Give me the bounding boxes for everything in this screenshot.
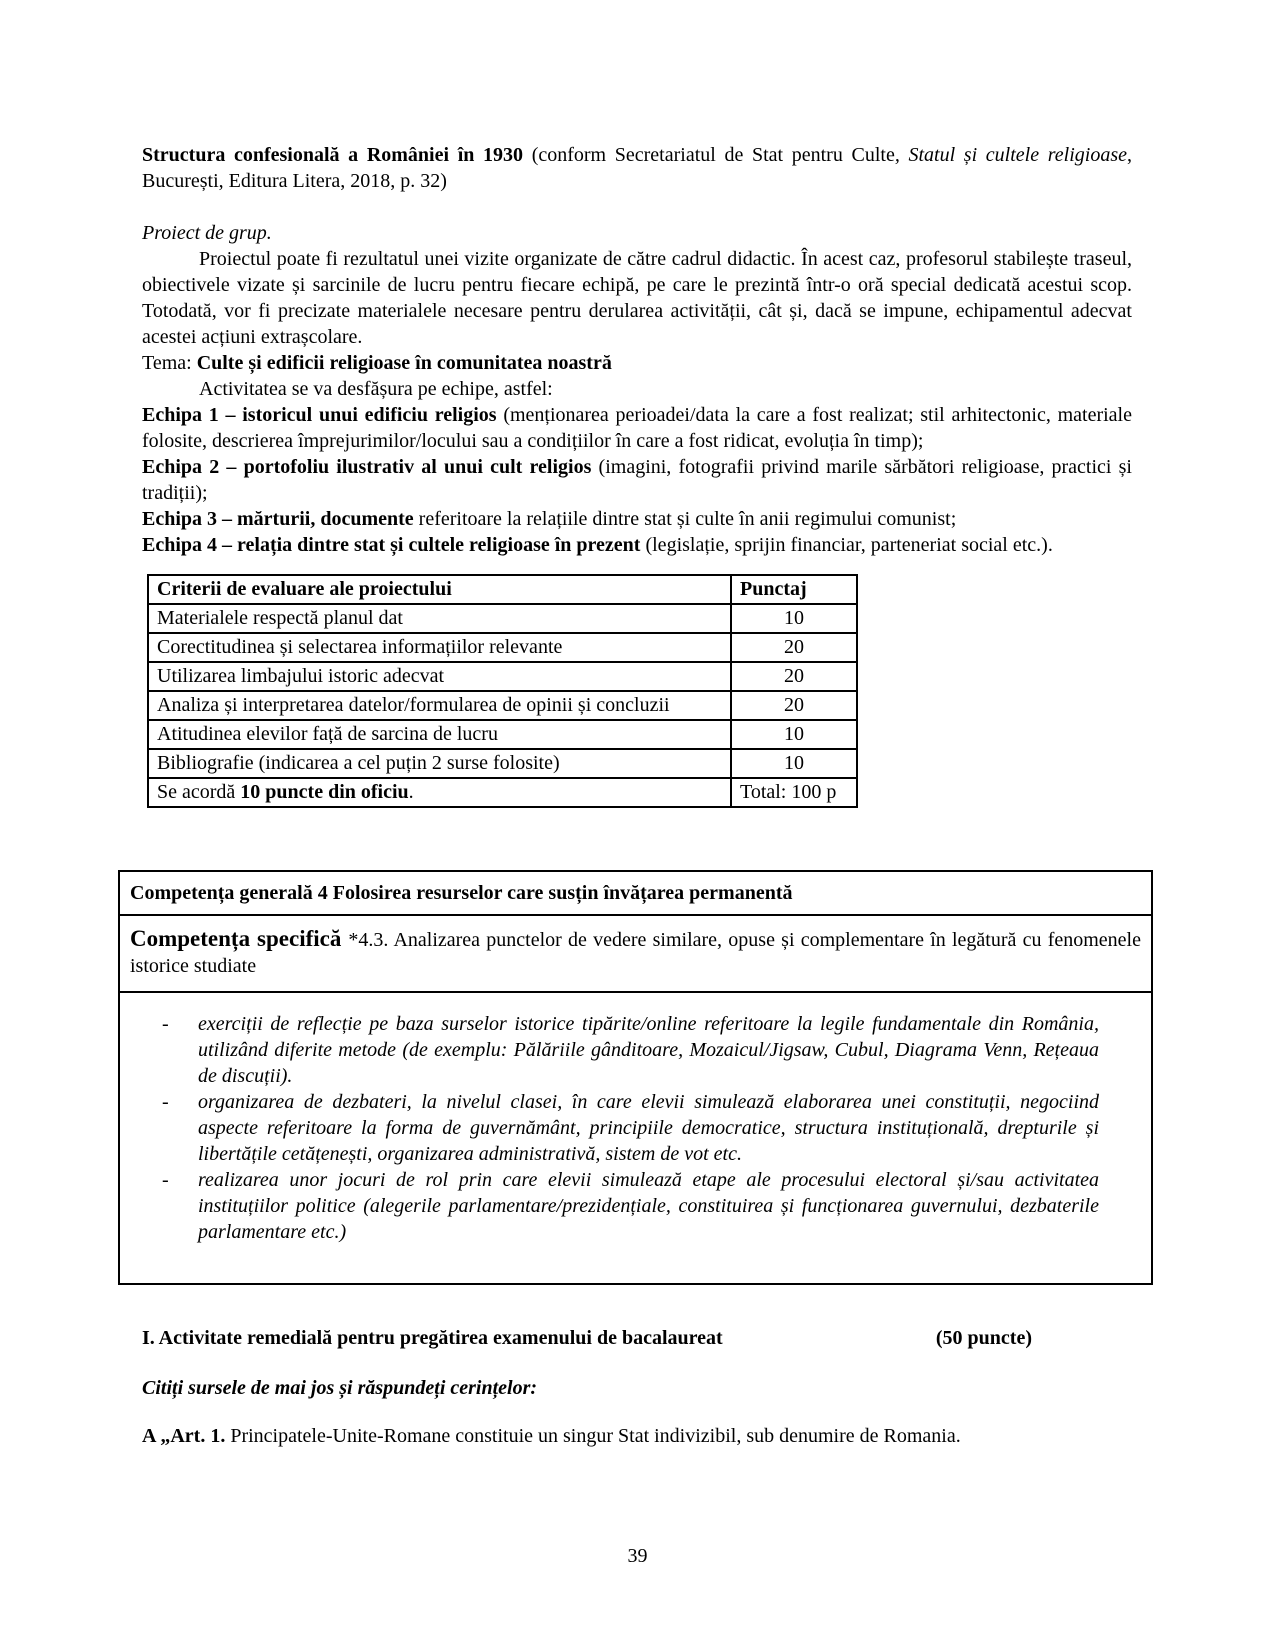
source-reference-paragraph (142, 142, 1132, 194)
list-item-marker: - (162, 1169, 169, 1191)
team-2-title: Echipa 2 – portofoliu ilustrativ al unui cult religios (142, 456, 599, 478)
source-reference-title: Structura confesională a României în 1930 (142, 144, 532, 166)
team-4-paragraph (142, 532, 1132, 558)
specific-competence-text: *4.3. Analizarea punctelor de vedere similare, opuse și complementare în legătură cu fenomenele istorice studiate (130, 929, 1141, 977)
section-title-row (142, 1325, 1132, 1351)
team-1-paragraph (142, 402, 1132, 454)
list-item-text: realizarea unor jocuri de rol prin care elevii simulează etape ale procesului electoral și/sau activitatea instituțiilor politice (alegerile parlamentare/prezidențiale, constituirea și funcționarea guvernului, dezbaterile parlamentare etc.) (198, 1169, 1099, 1243)
footer-criteria-cell (148, 778, 731, 807)
footer-total-cell: Total: 100 p (731, 778, 857, 807)
project-description: Proiectul poate fi rezultatul unei vizite organizate de către cadrul didactic. În acest caz, profesorul stabilește traseul, obiectivele vizate și sarcinile de lucru pentru fiecare echipă, pe care le prezintă într-o oră special dedicată acestui scop. Totodată, vor fi precizate materialele necesare pentru derularea activității, cât și, dacă se impune, echipamentul adecvat acestei acțiuni extrașcolare. (142, 248, 1132, 348)
source-reference-italic: , Statul și cultele religioase (894, 144, 1127, 166)
source-a-paragraph (142, 1423, 1132, 1449)
table-row (148, 749, 857, 778)
table-row (148, 662, 857, 691)
team-2-detail: (imagini, fotografii privind marile sărbători religioase, practici și tradiții); (142, 456, 1132, 504)
criteria-cell: Materialele respectă planul dat (148, 604, 731, 633)
points-cell: 20 (731, 691, 857, 720)
section-points: (50 puncte) (935, 1327, 1032, 1349)
project-heading (142, 220, 1132, 246)
tema-line (142, 350, 1132, 376)
specific-competence-paragraph (120, 916, 1151, 993)
criteria-cell: Analiza și interpretarea datelor/formularea de opinii și concluzii (148, 691, 731, 720)
points-cell: 10 (731, 604, 857, 633)
team-3-title: Echipa 3 – mărturii, documente (142, 508, 419, 530)
team-3-detail: referitoare la relațiile dintre stat și culte în anii regimului comunist; (418, 508, 957, 530)
project-heading-text: Proiect de grup. (142, 222, 272, 244)
activity-line: Activitatea se va desfășura pe echipe, astfel: (199, 378, 553, 400)
table-row (148, 720, 857, 749)
table-row (148, 691, 857, 720)
tema-title: Culte și edificii religioase în comunitatea noastră (196, 352, 612, 374)
points-cell: 10 (731, 720, 857, 749)
list-item (162, 1089, 1099, 1167)
points-cell: 20 (731, 633, 857, 662)
general-competence-header: Competența generală 4 Folosirea resurselor care susțin învățarea permanentă (120, 872, 1151, 916)
source-reference-normal: (conform Secretariatul de Stat pentru Culte (531, 144, 895, 166)
team-4-title: Echipa 4 – relația dintre stat și cultele religioase în prezent (142, 534, 646, 556)
specific-competence-label: Competența specifică (130, 926, 349, 951)
source-reference-tail: , București, Editura Litera, 2018, p. 32) (142, 144, 1132, 192)
competence-box (118, 870, 1153, 1285)
table-row (148, 604, 857, 633)
list-item-marker: - (162, 1013, 169, 1035)
instruction-line: Citiți sursele de mai jos și răspundeți cerințelor: (142, 1377, 538, 1399)
list-item (162, 1011, 1099, 1089)
list-item-marker: - (162, 1091, 169, 1113)
team-4-detail: (legislație, sprijin financiar, parteneriat social etc.). (645, 534, 1053, 556)
page-content (130, 142, 1141, 1449)
source-a-text: Principatele-Unite-Romane constituie un singur Stat indivizibil, sub denumire de Romania. (225, 1425, 961, 1447)
team-3-paragraph (142, 506, 1132, 532)
table-header-points: Punctaj (731, 575, 857, 604)
source-a-label: A „Art. 1. (142, 1425, 226, 1447)
table-row (148, 633, 857, 662)
activities-list (120, 993, 1151, 1245)
team-1-title: Echipa 1 – istoricul unui edificiu religios (142, 404, 504, 426)
tema-label: Tema: (142, 352, 197, 374)
criteria-cell: Utilizarea limbajului istoric adecvat (148, 662, 731, 691)
points-cell: 20 (731, 662, 857, 691)
table-footer-row (148, 778, 857, 807)
table-header-row (148, 575, 857, 604)
team-1-detail: (menționarea perioadei/data la care a fost realizat; stil arhitectonic, materiale folosite, descrierea împrejurimilor/locului sau a condițiilor în care a fost ridicat, evoluția în timp); (142, 404, 1132, 452)
footer-suffix: . (408, 781, 414, 803)
section-title: I. Activitate remedială pentru pregătirea examenului de bacalaureat (142, 1327, 723, 1349)
footer-prefix: Se acordă (157, 781, 241, 803)
criteria-cell: Bibliografie (indicarea a cel puțin 2 surse folosite) (148, 749, 731, 778)
evaluation-table (147, 574, 858, 808)
list-item (162, 1167, 1099, 1245)
list-item-text: exerciții de reflecție pe baza surselor istorice tipărite/online referitoare la legile fundamentale din România, utilizând diferite metode (de exemplu: Pălăriile gânditoare, Mozaicul/Jigsaw, Cubul, Diagrama Venn, Rețeaua de discuții). (198, 1013, 1099, 1087)
criteria-cell: Corectitudinea și selectarea informațiilor relevante (148, 633, 731, 662)
criteria-cell: Atitudinea elevilor față de sarcina de lucru (148, 720, 731, 749)
team-2-paragraph (142, 454, 1132, 506)
table-header-criteria: Criterii de evaluare ale proiectului (148, 575, 731, 604)
page-number: 39 (627, 1545, 648, 1567)
points-cell: 10 (731, 749, 857, 778)
footer-bold: 10 puncte din oficiu (240, 781, 409, 803)
list-item-text: organizarea de dezbateri, la nivelul clasei, în care elevii simulează elaborarea unei constituții, negociind aspecte referitoare la forma de guvernământ, principiile democratice, structura instituțională, drepturile și libertățile cetățenești, organizarea administrativă, sistem de vot etc. (198, 1091, 1099, 1165)
